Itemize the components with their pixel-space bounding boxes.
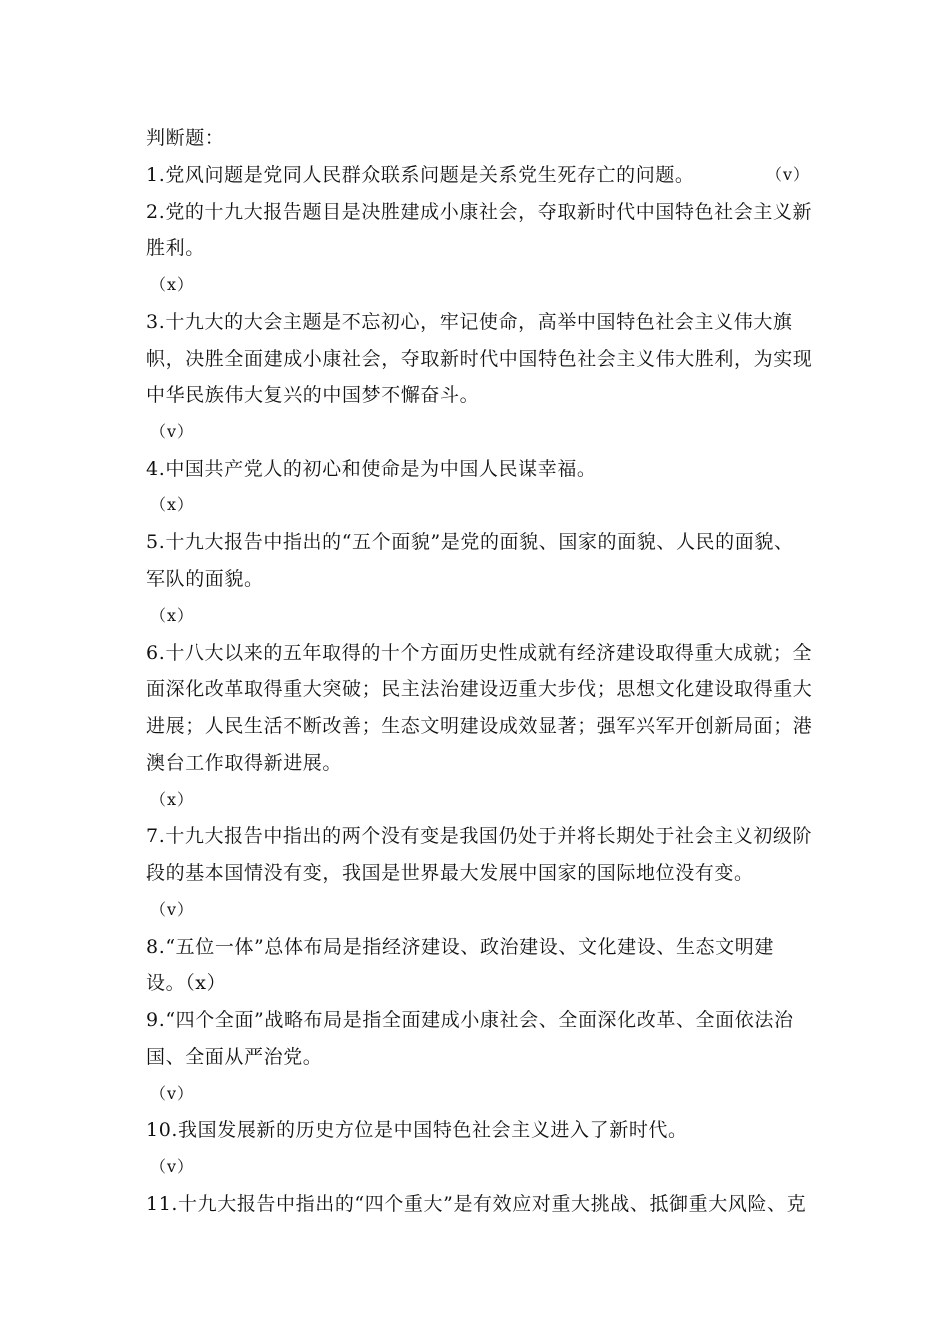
question-6-answer: （x） (150, 790, 195, 809)
question-7-line-1: 7.十九大报告中指出的两个没有变是我国仍处于并将长期处于社会主义初级阶 (146, 825, 813, 847)
question-5-line-2: 军队的面貌。 (146, 568, 264, 590)
question-3-answer: （v） (150, 422, 195, 441)
question-8-line-1: 8.“五位一体”总体布局是指经济建设、政治建设、文化建设、生态文明建 (146, 936, 774, 958)
question-7-line-2: 段的基本国情没有变，我国是世界最大发展中国家的国际地位没有变。 (146, 862, 754, 884)
question-2-line-1: 2.党的十九大报告题目是决胜建成小康社会，夺取新时代中国特色社会主义新 (146, 201, 813, 223)
question-2-answer: （x） (150, 275, 195, 294)
question-5-answer: （x） (150, 606, 195, 625)
question-6-line-1: 6.十八大以来的五年取得的十个方面历史性成就有经济建设取得重大成就；全 (146, 642, 813, 664)
question-11-line-1: 11.十九大报告中指出的“四个重大”是有效应对重大挑战、抵御重大风险、克 (146, 1193, 807, 1215)
question-3-line-2: 帜，决胜全面建成小康社会，夺取新时代中国特色社会主义伟大胜利，为实现 (146, 348, 813, 370)
question-8-line-2: 设。（x） (146, 972, 227, 994)
question-9-line-2: 国、全面从严治党。 (146, 1046, 323, 1068)
question-6-line-3: 进展；人民生活不断改善；生态文明建设成效显著；强军兴军开创新局面；港 (146, 715, 813, 737)
question-7-answer: （v） (150, 900, 195, 919)
question-6-line-4: 澳台工作取得新进展。 (146, 752, 343, 774)
question-4-line-1: 4.中国共产党人的初心和使命是为中国人民谋幸福。 (146, 458, 597, 480)
question-10-answer: （v） (150, 1157, 195, 1176)
question-2-line-2: 胜利。 (146, 237, 205, 259)
question-3-line-1: 3.十九大的大会主题是不忘初心，牢记使命，高举中国特色社会主义伟大旗 (146, 311, 793, 333)
question-4-answer: （x） (150, 495, 195, 514)
question-5-line-1: 5.十九大报告中指出的“五个面貌”是党的面貌、国家的面貌、人民的面貌、 (146, 531, 794, 553)
question-10-line-1: 10.我国发展新的历史方位是中国特色社会主义进入了新时代。 (146, 1119, 688, 1141)
section-heading: 判断题： (146, 127, 225, 149)
question-1 (146, 163, 810, 187)
question-1-text: 1.党风问题是党同人民群众联系问题是关系党生死存亡的问题。 (146, 164, 695, 186)
question-6-line-2: 面深化改革取得重大突破；民主法治建设迈重大步伐；思想文化建设取得重大 (146, 678, 813, 700)
question-9-line-1: 9.“四个全面”战略布局是指全面建成小康社会、全面深化改革、全面依法治 (146, 1009, 794, 1031)
question-3-line-3: 中华民族伟大复兴的中国梦不懈奋斗。 (146, 384, 480, 406)
question-9-answer: （v） (150, 1084, 195, 1103)
question-1-answer: （v） (765, 165, 810, 184)
